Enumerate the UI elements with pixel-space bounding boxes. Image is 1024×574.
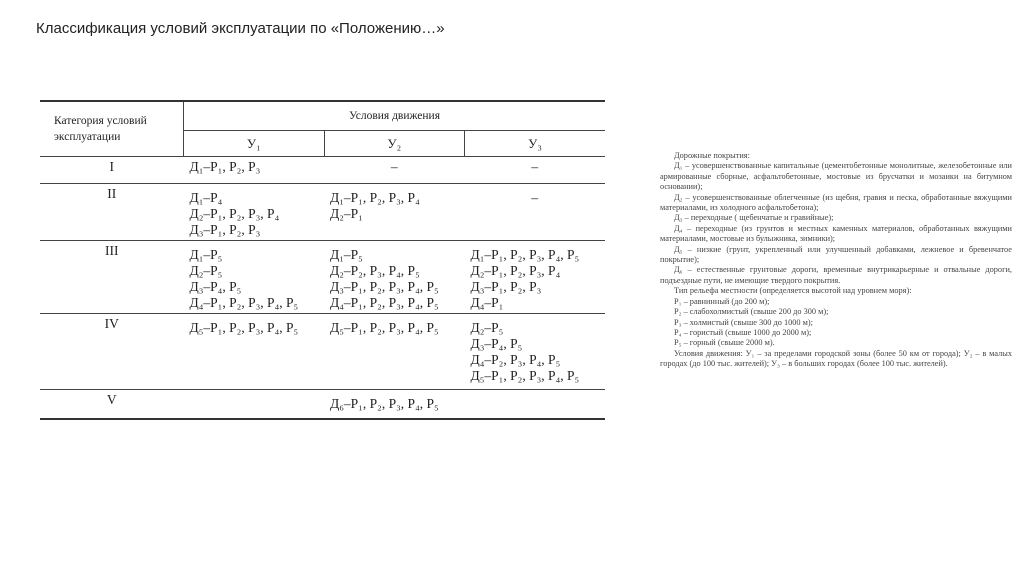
cell-line: Д₄–Р₁, Р₂, Р₃, Р₄, Р₅ <box>189 295 299 310</box>
legend-notes <box>660 151 1012 370</box>
cell-line: Д₃–Р₁, Р₂, Р₃ <box>189 222 261 237</box>
note-paragraph: Д₄ – переходные (из грунтов и местных каменных материалов, обработанных вяжущими материалами, мостовые из булыжника, зимники); <box>660 223 1012 244</box>
header-u1: У₁ <box>184 131 325 157</box>
category-cell: V <box>40 390 184 420</box>
note-paragraph: Р₅ – горный (свыше 2000 м). <box>674 338 775 348</box>
cell-u2 <box>324 157 465 184</box>
note-paragraph: Д₅ – низкие (грунт, укрепленный или улучшенный добавками, лежневое и бревенчатое покрытие); <box>660 244 1012 265</box>
cell-line: Д₂–Р₅ <box>470 320 504 335</box>
cell-line: Д₁–Р₁, Р₂, Р₃, Р₄, Р₅ <box>470 247 580 262</box>
cell-line: Д₅–Р₁, Р₂, Р₃, Р₄, Р₅ <box>189 320 299 335</box>
classification-table <box>40 100 605 420</box>
table-row <box>40 241 605 314</box>
cell-u1 <box>184 157 325 184</box>
cell-u1 <box>184 241 325 314</box>
category-cell: II <box>40 184 184 241</box>
note-paragraph: Дорожные покрытия: <box>674 151 750 160</box>
cell-line: – <box>531 190 539 205</box>
header-category: Категория условий эксплуатации <box>54 115 147 143</box>
cell-u3 <box>465 241 606 314</box>
note-paragraph: Д₁ – усовершенствованные капитальные (цементобетонные монолитные, железобетонные или армированные сборные, асфальтобетонные, мостовые из брусчатки и мозаики на битумном основании); <box>660 161 1012 192</box>
category-cell: IV <box>40 314 184 390</box>
cell-u1 <box>184 184 325 241</box>
cell-line: Д₁–Р₁, Р₂, Р₃ <box>189 159 261 174</box>
note-paragraph: Д₃ – переходные ( щебенчатые и гравийные); <box>674 213 834 223</box>
cell-line: Д₆–Р₁, Р₂, Р₃, Р₄, Р₅ <box>330 396 439 411</box>
cell-line: Д₅–Р₁, Р₂, Р₃, Р₄, Р₅ <box>330 320 439 335</box>
cell-line: Д₄–Р₂, Р₃, Р₄, Р₅ <box>470 352 561 367</box>
table-row <box>40 184 605 241</box>
cell-line: Д₃–Р₁, Р₂, Р₃, Р₄, Р₅ <box>330 279 439 294</box>
table-row <box>40 157 605 184</box>
cell-line: – <box>390 159 398 174</box>
cell-u3 <box>465 157 606 184</box>
cell-line: Д₁–Р₅ <box>330 247 363 262</box>
cell-u1 <box>184 390 325 420</box>
cell-u1 <box>184 314 325 390</box>
cell-u2 <box>324 390 465 420</box>
cell-u2 <box>324 241 465 314</box>
cell-u3 <box>465 390 606 420</box>
category-cell: I <box>40 157 184 184</box>
cell-line: Д₄–Р₁, Р₂, Р₃, Р₄, Р₅ <box>330 295 439 310</box>
cell-line: – <box>531 159 539 174</box>
note-paragraph: Р₄ – гористый (свыше 1000 до 2000 м); <box>674 327 812 337</box>
header-u2: У₂ <box>324 131 465 157</box>
cell-line: Д₂–Р₅ <box>189 263 223 278</box>
cell-line: Д₃–Р₄, Р₅ <box>470 336 523 351</box>
slide-title: Классификация условий эксплуатации по «Положению…» <box>36 20 445 37</box>
cell-line: Д₃–Р₁, Р₂, Р₃ <box>470 279 542 294</box>
cell-line: Д₃–Р₄, Р₅ <box>189 279 242 294</box>
cell-line: Д₁–Р₄ <box>189 190 223 205</box>
cell-line: Д₂–Р₁, Р₂, Р₃, Р₄ <box>470 263 561 278</box>
note-paragraph: Тип рельефа местности (определяется высотой над уровнем моря): <box>674 286 912 296</box>
category-cell: III <box>40 241 184 314</box>
note-paragraph: Д₆ – естественные грунтовые дороги, временные внутрикарьерные и отвальные дороги, подъездные пути, не имеющие твердого покрытия. <box>660 265 1012 285</box>
cell-line: Д₄–Р₁ <box>470 295 504 310</box>
note-paragraph: Р₃ – холмистый (свыше 300 до 1000 м); <box>674 317 813 327</box>
cell-u2 <box>324 184 465 241</box>
table-row <box>40 314 605 390</box>
note-paragraph: Р₁ – равнинный (до 200 м); <box>674 296 770 306</box>
note-paragraph: Условия движения: У₁ – за пределами городской зоны (более 50 км от города); У₂ – в малых городах (до 100 тыс. жителей); У₃ – в больших городах (более 100 тыс. жителей). <box>660 348 1012 369</box>
table-row <box>40 390 605 420</box>
cell-line: Д₁–Р₁, Р₂, Р₃, Р₄ <box>330 190 420 205</box>
cell-line: Д₁–Р₅ <box>189 247 223 262</box>
note-paragraph: Р₂ – слабохолмистый (свыше 200 до 300 м); <box>674 307 829 317</box>
cell-line: Д₂–Р₁ <box>330 206 363 221</box>
note-paragraph: Д₂ – усовершенствованные облегченные (из щебня, гравия и песка, обработанные вяжущими материалами, из холодного асфальтобетона); <box>660 192 1012 213</box>
cell-u3 <box>465 314 606 390</box>
header-traffic-conditions: Условия движения <box>184 101 606 131</box>
cell-line: Д₂–Р₁, Р₂, Р₃, Р₄ <box>189 206 280 221</box>
header-u3: У₃ <box>465 131 606 157</box>
cell-u3 <box>465 184 606 241</box>
cell-line: Д₂–Р₂, Р₃, Р₄, Р₅ <box>330 263 420 278</box>
cell-u2 <box>324 314 465 390</box>
cell-line: Д₅–Р₁, Р₂, Р₃, Р₄, Р₅ <box>470 368 580 383</box>
